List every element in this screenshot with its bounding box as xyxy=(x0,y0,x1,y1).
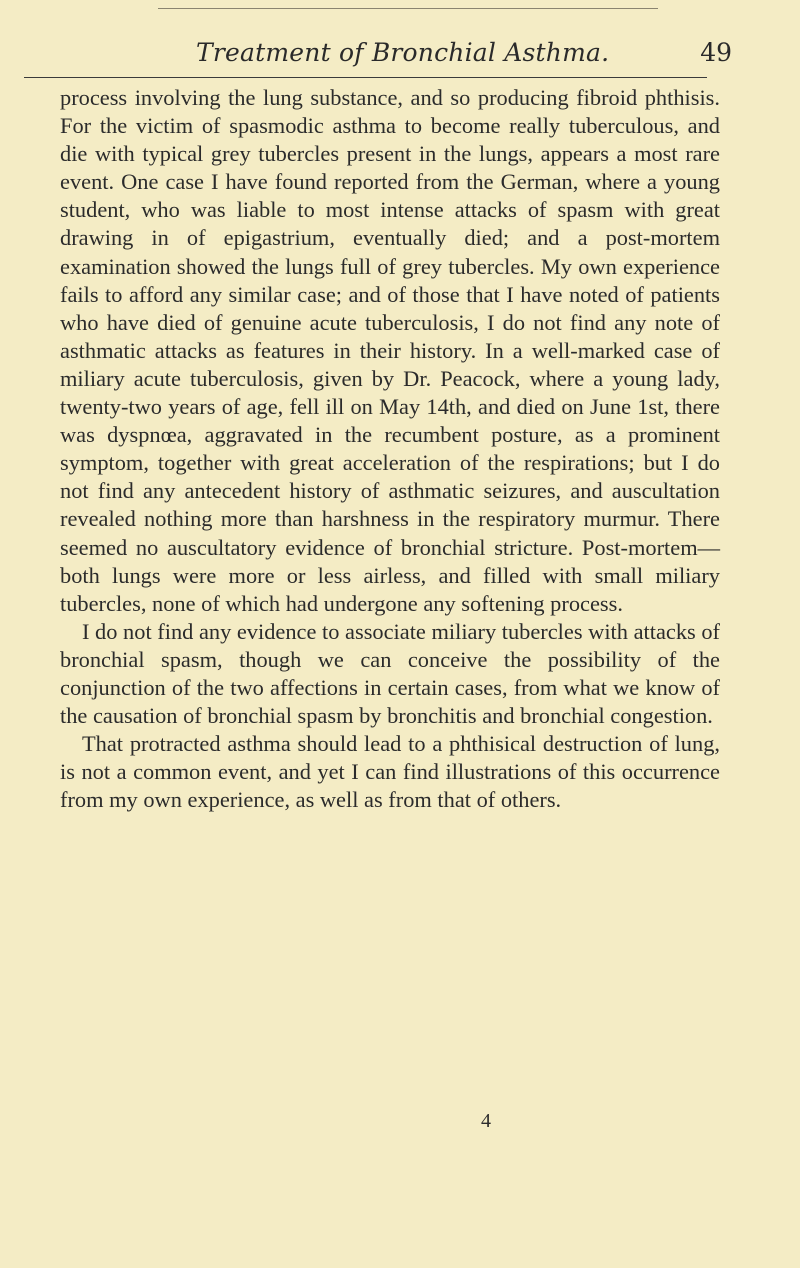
page-header xyxy=(60,38,760,78)
running-title: Treatment of Bronchial Asthma. xyxy=(196,38,610,67)
page-number: 49 xyxy=(700,38,732,67)
signature-mark: 4 xyxy=(481,1110,491,1132)
body-text xyxy=(60,84,720,814)
header-rule xyxy=(24,77,707,78)
paragraph-2: I do not find any evidence to associate miliary tubercles with attacks of bronchial spasm, though we can conceive the possibility of the conjunction of the two affections in certain cases, from what we know of the causation of bronchial spasm by bronchitis and bronchial congestion. xyxy=(60,618,720,729)
paragraph-1: process involving the lung substance, and so producing fibroid phthisis. For the victim of spasmodic asthma to become really tuberculous, and die with typical grey tubercles present in the lungs, appears a most rare event. One case I have found reported from the German, where a young student, who was liable to most intense attacks of spasm with great drawing in of epigastrium, eventually died; and a post-mortem examination showed the lungs full of grey tubercles. My own experience fails to afford any similar case; and of those that I have noted of patients who have died of genuine acute tuberculosis, I do not find any note of asthmatic attacks as features in their history. In a well-marked case of miliary acute tuberculosis, given by Dr. Peacock, where a young lady, twenty-two years of age, fell ill on May 14th, and died on June 1st, there was dyspnœa, aggravated in the recumbent posture, as a prominent symptom, together with great acceleration of the respirations; but I do not find any antecedent history of asthmatic seizures, and auscultation revealed nothing more than harshness in the respiratory murmur. There seemed no auscultatory evidence of bronchial stricture. Post-mortem—both lungs were more or less airless, and filled with small miliary tubercles, none of which had undergone any softening process. xyxy=(60,85,720,616)
paragraph-3: That protracted asthma should lead to a phthisical destruction of lung, is not a common event, and yet I can find illustrations of this occurrence from my own experience, as well as from that of others. xyxy=(60,731,720,813)
top-edge-rule xyxy=(158,8,658,9)
